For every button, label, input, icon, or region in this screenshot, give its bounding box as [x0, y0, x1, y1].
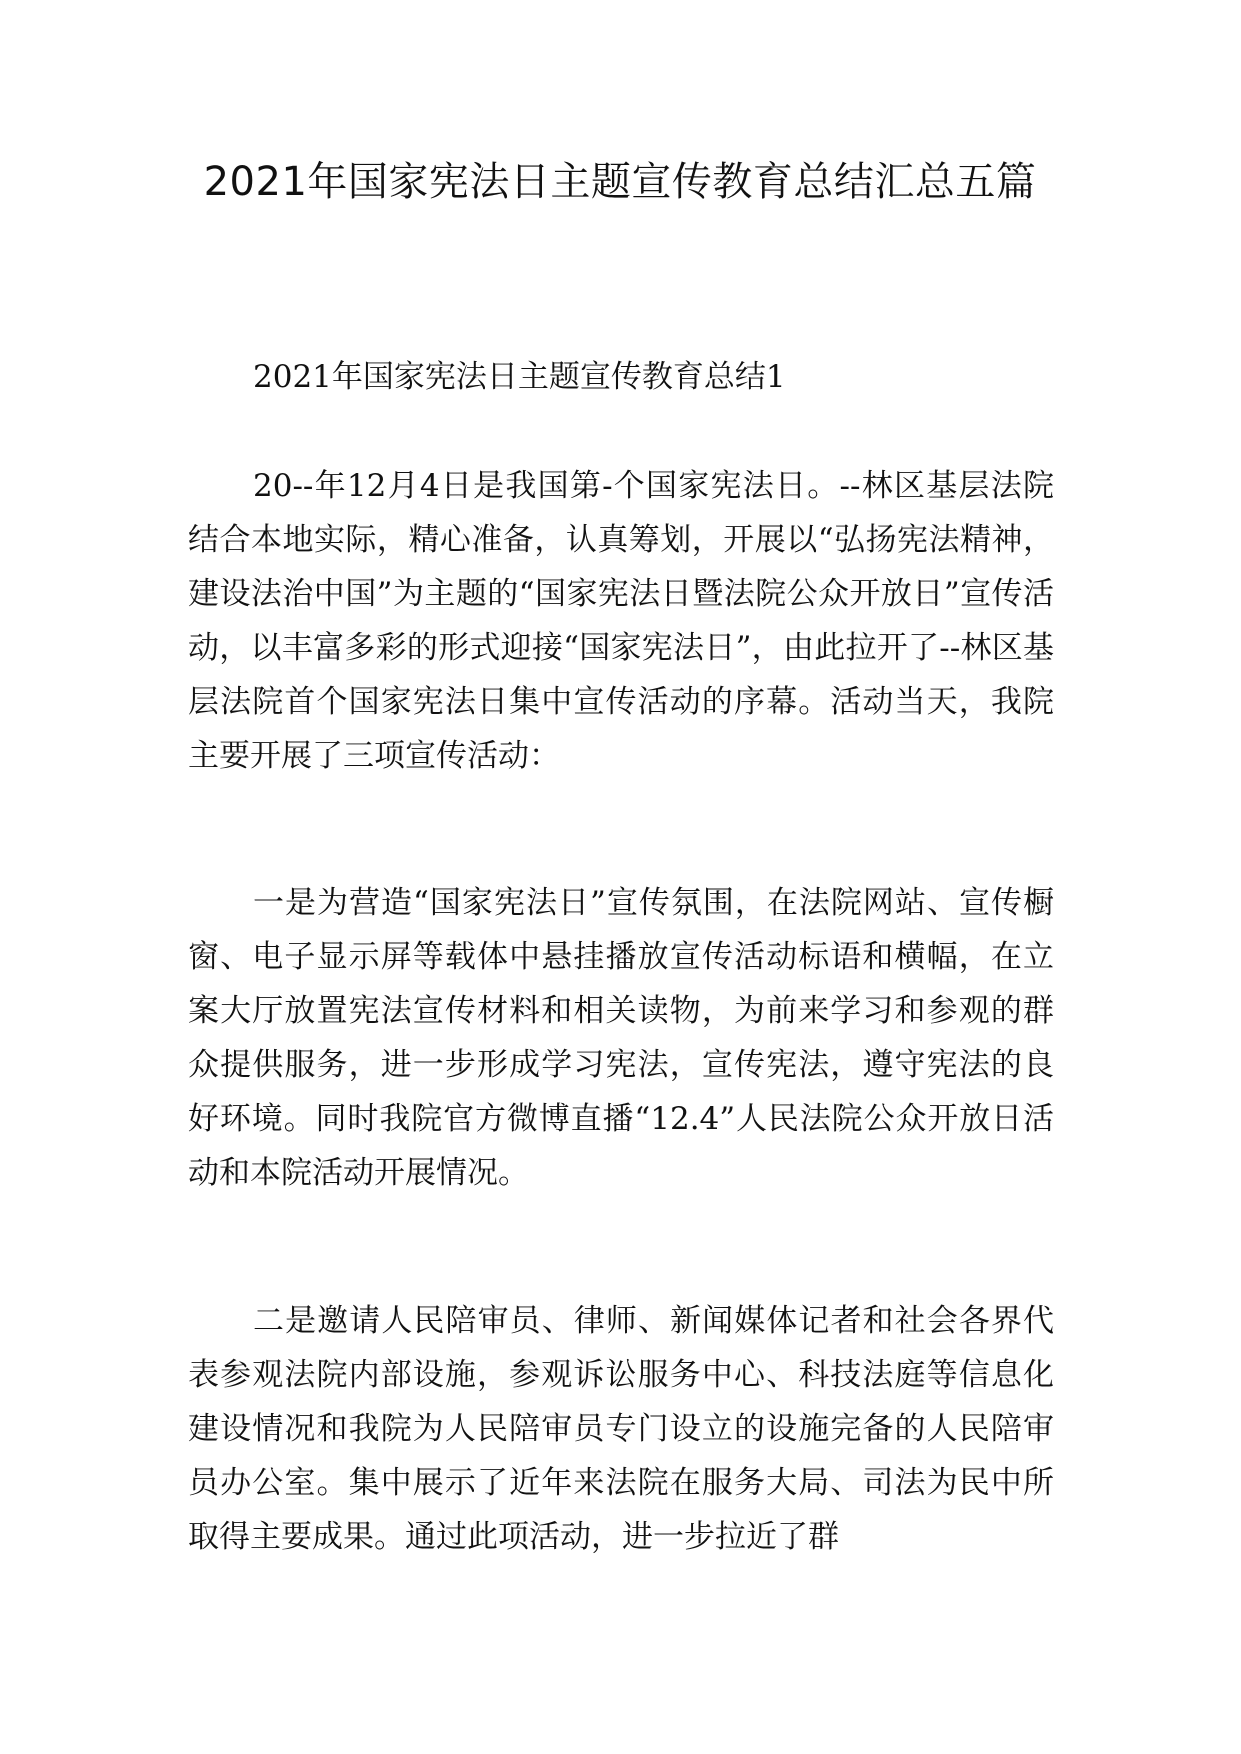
paragraph-1: 20--年12月4日是我国第-个国家宪法日。--林区基层法院结合本地实际，精心准备，认真筹划，开展以“弘扬宪法精神，建设法治中国”为主题的“国家宪法日暨法院公众开放日”宣传活动，以丰富多彩的形式迎接“国家宪法日”，由此拉开了--林区基层法院首个国家宪法日集中宣传活动的序幕。活动当天，我院主要开展了三项宣传活动： — [188, 468, 1054, 774]
paragraph-2: 一是为营造“国家宪法日”宣传氛围，在法院网站、宣传橱窗、电子显示屏等载体中悬挂播放宣传活动标语和横幅，在立案大厅放置宪法宣传材料和相关读物，为前来学习和参观的群众提供服务，进一步形成学习宪法，宣传宪法，遵守宪法的良好环境。同时我院官方微博直播“12.4”人民法院公众开放日活动和本院活动开展情况。 — [188, 885, 1054, 1191]
section-heading: 2021年国家宪法日主题宣传教育总结1 — [253, 359, 786, 395]
document-title: 2021年国家宪法日主题宣传教育总结汇总五篇 — [203, 159, 1037, 205]
paragraph-3: 二是邀请人民陪审员、律师、新闻媒体记者和社会各界代表参观法院内部设施，参观诉讼服务中心、科技法庭等信息化建设情况和我院为人民陪审员专门设立的设施完备的人民陪审员办公室。集中展示了近年来法院在服务大局、司法为民中所取得主要成果。通过此项活动，进一步拉近了群 — [188, 1303, 1054, 1555]
